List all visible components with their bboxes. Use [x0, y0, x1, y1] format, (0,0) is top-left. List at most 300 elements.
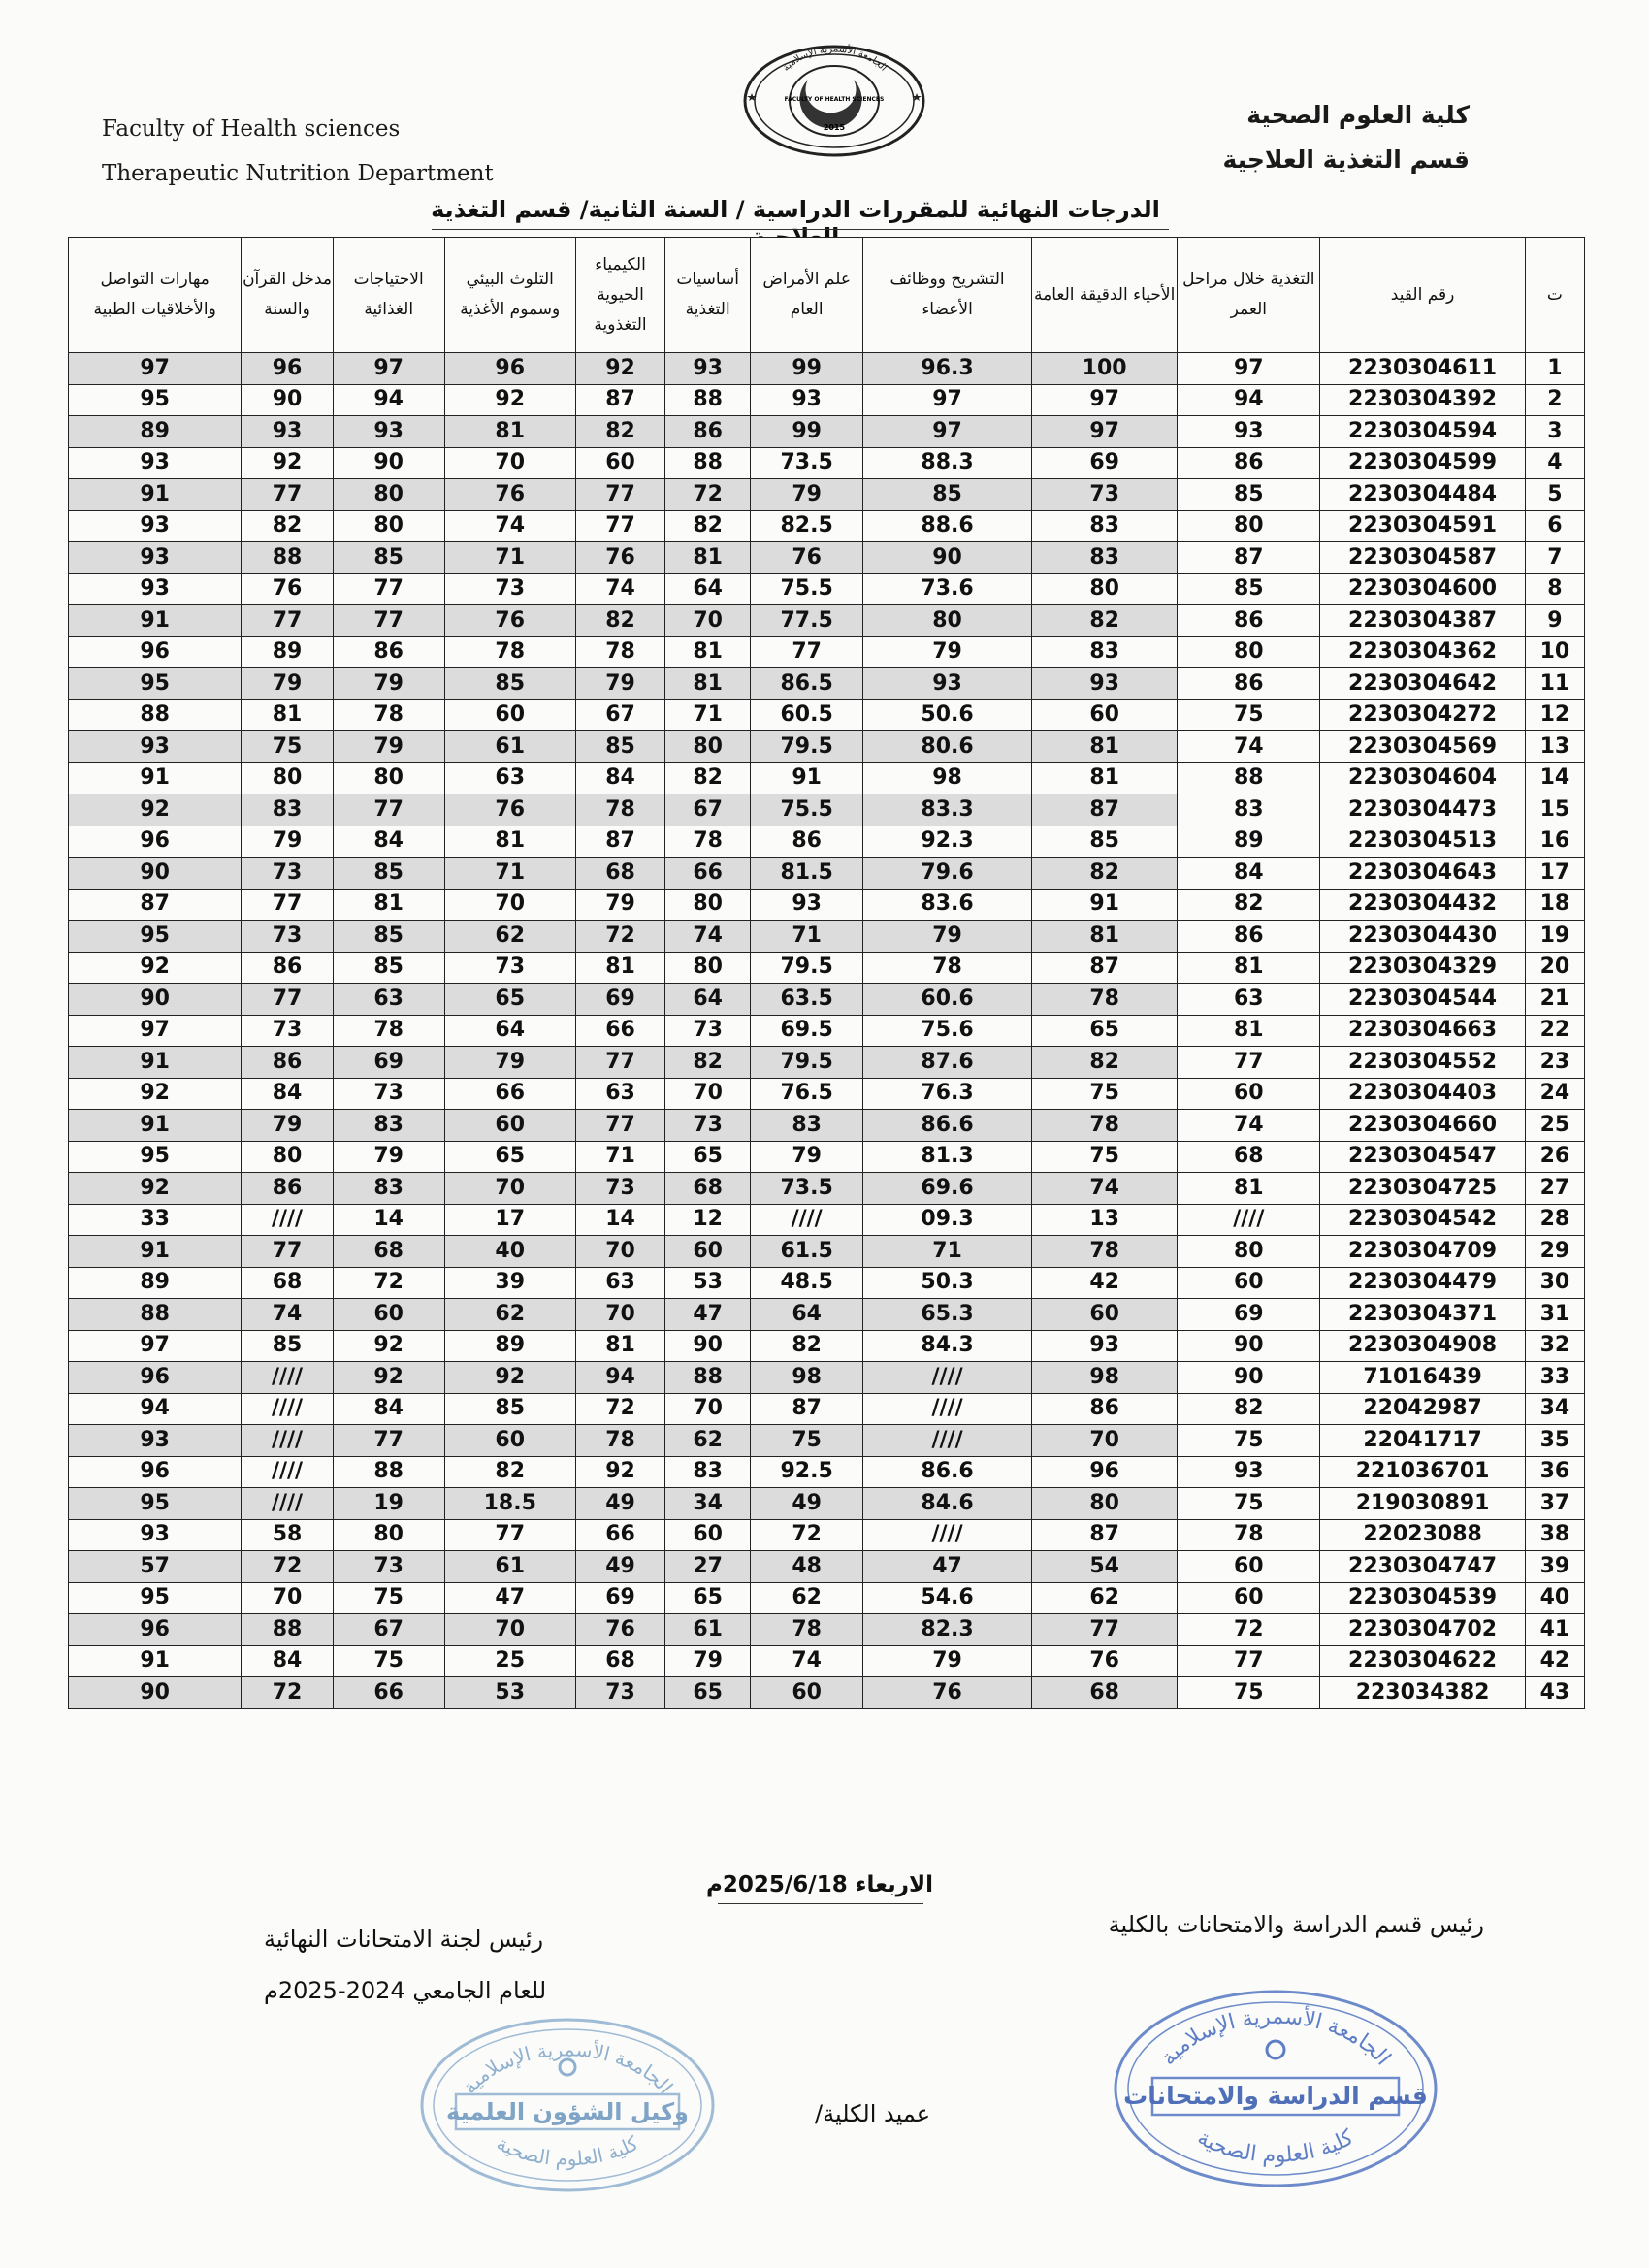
table-row: [69, 416, 1585, 448]
cell-c2: 83: [1032, 636, 1178, 668]
cell-c6: 94: [575, 1362, 664, 1394]
cell-c5: 12: [665, 1204, 751, 1236]
cell-c2: 82: [1032, 605, 1178, 637]
table-row: [69, 1015, 1585, 1047]
cell-c3: 60.6: [863, 984, 1032, 1016]
column-header-c2: الأحياء الدقيقة العامة: [1032, 238, 1178, 353]
cell-c6: 77: [575, 479, 664, 511]
cell-id: 2230304642: [1320, 668, 1525, 700]
cell-c4: 60.5: [751, 699, 863, 731]
table-row: [69, 1551, 1585, 1583]
cell-c2: 42: [1032, 1267, 1178, 1299]
stamp-studies-exams: [1106, 1984, 1445, 2192]
cell-id: 2230304587: [1320, 542, 1525, 574]
cell-c9: 86: [242, 1173, 333, 1205]
cell-c7: 77: [444, 1519, 575, 1551]
cell-c9: 75: [242, 731, 333, 763]
cell-c9: 77: [242, 479, 333, 511]
cell-c3: 79: [863, 636, 1032, 668]
cell-c7: 96: [444, 353, 575, 385]
column-header-c6: الكيمياء الحيوية التغذوية: [575, 238, 664, 353]
cell-c6: 72: [575, 921, 664, 953]
cell-c5: 83: [665, 1456, 751, 1488]
cell-id: 22042987: [1320, 1393, 1525, 1425]
column-header-c4: علم الأمراض العام: [751, 238, 863, 353]
cell-c10: 95: [69, 384, 242, 416]
cell-c5: 70: [665, 1078, 751, 1110]
cell-c1: 83: [1178, 794, 1320, 826]
cell-c9: ////: [242, 1204, 333, 1236]
cell-c3: 84.3: [863, 1330, 1032, 1362]
cell-c2: 13: [1032, 1204, 1178, 1236]
cell-n: 33: [1525, 1362, 1584, 1394]
cell-c8: 67: [333, 1614, 444, 1646]
cell-c4: 86.5: [751, 668, 863, 700]
cell-c7: 79: [444, 1047, 575, 1079]
cell-n: 17: [1525, 858, 1584, 890]
cell-n: 15: [1525, 794, 1584, 826]
table-row: [69, 1204, 1585, 1236]
cell-c7: 70: [444, 1614, 575, 1646]
cell-id: 2230304622: [1320, 1645, 1525, 1677]
cell-c2: 96: [1032, 1456, 1178, 1488]
cell-c9: 82: [242, 510, 333, 542]
cell-c3: 73.6: [863, 573, 1032, 605]
cell-c8: 68: [333, 1236, 444, 1268]
table-row: [69, 731, 1585, 763]
cell-c3: ////: [863, 1362, 1032, 1394]
cell-c2: 70: [1032, 1425, 1178, 1457]
cell-c9: 88: [242, 542, 333, 574]
cell-c9: 73: [242, 858, 333, 890]
cell-c9: 73: [242, 921, 333, 953]
cell-c8: 19: [333, 1488, 444, 1520]
table-row: [69, 542, 1585, 574]
cell-c10: 90: [69, 984, 242, 1016]
cell-c5: 80: [665, 952, 751, 984]
faculty-name-en: Faculty of Health sciences: [102, 116, 401, 142]
cell-c5: 70: [665, 1393, 751, 1425]
table-row: [69, 1173, 1585, 1205]
cell-c5: 82: [665, 762, 751, 794]
title-underline: [432, 229, 1169, 230]
cell-c5: 60: [665, 1236, 751, 1268]
cell-c3: 98: [863, 762, 1032, 794]
cell-c1: ////: [1178, 1204, 1320, 1236]
cell-c10: 88: [69, 1299, 242, 1331]
cell-c1: 97: [1178, 353, 1320, 385]
cell-n: 12: [1525, 699, 1584, 731]
cell-c6: 79: [575, 668, 664, 700]
cell-n: 37: [1525, 1488, 1584, 1520]
cell-c5: 90: [665, 1330, 751, 1362]
cell-c2: 69: [1032, 447, 1178, 479]
cell-c3: 78: [863, 952, 1032, 984]
cell-c2: 82: [1032, 1047, 1178, 1079]
cell-c5: 93: [665, 353, 751, 385]
stamp-right-band: قسم الدراسة والامتحانات: [1123, 2082, 1428, 2110]
cell-c3: 83.3: [863, 794, 1032, 826]
cell-id: 2230304594: [1320, 416, 1525, 448]
cell-c4: 79: [751, 479, 863, 511]
cell-c5: 82: [665, 1047, 751, 1079]
cell-c5: 67: [665, 794, 751, 826]
cell-c10: 93: [69, 447, 242, 479]
table-row: [69, 384, 1585, 416]
cell-n: 7: [1525, 542, 1584, 574]
cell-c9: 79: [242, 826, 333, 858]
table-row: [69, 826, 1585, 858]
cell-c1: 74: [1178, 1110, 1320, 1142]
cell-c6: 73: [575, 1677, 664, 1709]
cell-c3: 97: [863, 416, 1032, 448]
cell-n: 2: [1525, 384, 1584, 416]
table-row: [69, 668, 1585, 700]
table-row: [69, 1425, 1585, 1457]
cell-c9: 72: [242, 1551, 333, 1583]
cell-id: 2230304663: [1320, 1015, 1525, 1047]
cell-c5: 73: [665, 1015, 751, 1047]
cell-c7: 47: [444, 1582, 575, 1614]
cell-c2: 78: [1032, 1110, 1178, 1142]
cell-c1: 85: [1178, 479, 1320, 511]
cell-c5: 88: [665, 447, 751, 479]
cell-c9: 68: [242, 1267, 333, 1299]
cell-id: 221036701: [1320, 1456, 1525, 1488]
cell-c7: 40: [444, 1236, 575, 1268]
cell-c6: 77: [575, 1110, 664, 1142]
cell-c8: 93: [333, 416, 444, 448]
cell-c3: 87.6: [863, 1047, 1032, 1079]
cell-c4: 75: [751, 1425, 863, 1457]
cell-c9: ////: [242, 1488, 333, 1520]
cell-c9: 85: [242, 1330, 333, 1362]
cell-c10: 89: [69, 1267, 242, 1299]
cell-c4: 73.5: [751, 447, 863, 479]
cell-c6: 82: [575, 416, 664, 448]
cell-c8: 79: [333, 731, 444, 763]
cell-c4: 71: [751, 921, 863, 953]
cell-n: 40: [1525, 1582, 1584, 1614]
table-row: [69, 1236, 1585, 1268]
cell-c6: 68: [575, 1645, 664, 1677]
cell-c10: 96: [69, 636, 242, 668]
cell-c8: 90: [333, 447, 444, 479]
page-title: الدرجات النهائية للمقررات الدراسية / السنة الثانية/ قسم التغذية: [431, 196, 1160, 223]
table-row: [69, 699, 1585, 731]
cell-n: 26: [1525, 1141, 1584, 1173]
cell-c4: 69.5: [751, 1015, 863, 1047]
document-date: الاربعاء 2025/6/18م: [706, 1872, 933, 1897]
cell-c4: 83: [751, 1110, 863, 1142]
cell-c2: 65: [1032, 1015, 1178, 1047]
cell-c7: 70: [444, 1173, 575, 1205]
cell-c8: 69: [333, 1047, 444, 1079]
svg-text:الجامعة الأسمرية الإسلامية: [458, 2037, 678, 2098]
cell-c10: 97: [69, 1330, 242, 1362]
cell-c8: 63: [333, 984, 444, 1016]
cell-id: 2230304362: [1320, 636, 1525, 668]
cell-c1: 60: [1178, 1078, 1320, 1110]
cell-c1: 74: [1178, 731, 1320, 763]
cell-c1: 81: [1178, 1015, 1320, 1047]
cell-c3: ////: [863, 1425, 1032, 1457]
cell-c1: 75: [1178, 1488, 1320, 1520]
cell-n: 16: [1525, 826, 1584, 858]
cell-c1: 69: [1178, 1299, 1320, 1331]
cell-c2: 97: [1032, 384, 1178, 416]
cell-c6: 78: [575, 1425, 664, 1457]
grades-table: [68, 237, 1585, 1709]
table-row: [69, 1078, 1585, 1110]
table-row: [69, 794, 1585, 826]
cell-c4: 63.5: [751, 984, 863, 1016]
table-row: [69, 1456, 1585, 1488]
cell-c3: ////: [863, 1519, 1032, 1551]
cell-c7: 92: [444, 1362, 575, 1394]
cell-c5: 53: [665, 1267, 751, 1299]
cell-c7: 76: [444, 794, 575, 826]
table-row: [69, 1614, 1585, 1646]
cell-c2: 81: [1032, 731, 1178, 763]
cell-c9: 84: [242, 1645, 333, 1677]
cell-c6: 81: [575, 1330, 664, 1362]
cell-c10: 92: [69, 794, 242, 826]
cell-c6: 69: [575, 1582, 664, 1614]
cell-c1: 85: [1178, 573, 1320, 605]
cell-c6: 78: [575, 636, 664, 668]
cell-c8: 80: [333, 762, 444, 794]
column-header-c3: التشريح ووظائف الأعضاء: [863, 238, 1032, 353]
cell-c5: 80: [665, 889, 751, 921]
cell-c9: 96: [242, 353, 333, 385]
cell-c4: 76.5: [751, 1078, 863, 1110]
cell-id: 2230304272: [1320, 699, 1525, 731]
cell-c1: 77: [1178, 1047, 1320, 1079]
cell-c3: 50.6: [863, 699, 1032, 731]
cell-c1: 94: [1178, 384, 1320, 416]
cell-n: 13: [1525, 731, 1584, 763]
cell-c1: 75: [1178, 1425, 1320, 1457]
cell-id: 2230304599: [1320, 447, 1525, 479]
cell-c9: 89: [242, 636, 333, 668]
cell-c3: 81.3: [863, 1141, 1032, 1173]
cell-n: 29: [1525, 1236, 1584, 1268]
cell-c8: 92: [333, 1330, 444, 1362]
svg-text:كلية العلوم الصحية: [1193, 2125, 1358, 2168]
cell-c7: 63: [444, 762, 575, 794]
cell-c7: 73: [444, 952, 575, 984]
cell-id: 2230304604: [1320, 762, 1525, 794]
cell-c9: 84: [242, 1078, 333, 1110]
cell-id: 219030891: [1320, 1488, 1525, 1520]
table-row: [69, 510, 1585, 542]
table-row: [69, 1047, 1585, 1079]
cell-c1: 81: [1178, 1173, 1320, 1205]
cell-c4: 79.5: [751, 952, 863, 984]
cell-c9: ////: [242, 1425, 333, 1457]
cell-c5: 27: [665, 1551, 751, 1583]
cell-c3: 75.6: [863, 1015, 1032, 1047]
cell-c10: 96: [69, 1614, 242, 1646]
cell-c3: 65.3: [863, 1299, 1032, 1331]
cell-c8: 85: [333, 542, 444, 574]
cell-c9: 90: [242, 384, 333, 416]
cell-c10: 96: [69, 1456, 242, 1488]
cell-c9: 77: [242, 984, 333, 1016]
logo-year: 2015: [823, 123, 846, 132]
cell-c8: 77: [333, 1425, 444, 1457]
cell-c5: 81: [665, 542, 751, 574]
cell-n: 4: [1525, 447, 1584, 479]
cell-c8: 81: [333, 889, 444, 921]
cell-c7: 64: [444, 1015, 575, 1047]
column-header-c7: التلوث البيئي وسموم الأغذية: [444, 238, 575, 353]
cell-c3: 93: [863, 668, 1032, 700]
cell-c2: 91: [1032, 889, 1178, 921]
cell-c3: 79: [863, 921, 1032, 953]
table-row: [69, 1393, 1585, 1425]
cell-c5: 88: [665, 1362, 751, 1394]
cell-c10: 95: [69, 1141, 242, 1173]
cell-c8: 97: [333, 353, 444, 385]
cell-c4: 74: [751, 1645, 863, 1677]
cell-c9: 86: [242, 1047, 333, 1079]
cell-id: 2230304329: [1320, 952, 1525, 984]
cell-c9: 81: [242, 699, 333, 731]
cell-c6: 66: [575, 1519, 664, 1551]
column-header-c9: مدخل القرآن والسنة: [242, 238, 333, 353]
cell-c7: 92: [444, 384, 575, 416]
cell-c4: 81.5: [751, 858, 863, 890]
cell-c10: 91: [69, 479, 242, 511]
cell-c5: 73: [665, 1110, 751, 1142]
cell-n: 18: [1525, 889, 1584, 921]
cell-c1: 86: [1178, 447, 1320, 479]
cell-c2: 87: [1032, 794, 1178, 826]
svg-text:الجامعة الأسمرية الإسلامية: [781, 44, 889, 74]
department-name-ar: قسم التغذية العلاجية: [1222, 146, 1470, 174]
cell-c10: 96: [69, 826, 242, 858]
cell-id: 2230304908: [1320, 1330, 1525, 1362]
cell-c2: 74: [1032, 1173, 1178, 1205]
cell-c8: 77: [333, 605, 444, 637]
cell-c4: 75.5: [751, 573, 863, 605]
cell-c10: 57: [69, 1551, 242, 1583]
cell-c2: 87: [1032, 952, 1178, 984]
cell-c4: 82.5: [751, 510, 863, 542]
cell-n: 3: [1525, 416, 1584, 448]
cell-c10: 93: [69, 1425, 242, 1457]
cell-id: 71016439: [1320, 1362, 1525, 1394]
cell-c2: 100: [1032, 353, 1178, 385]
cell-c7: 17: [444, 1204, 575, 1236]
cell-c4: 72: [751, 1519, 863, 1551]
cell-c9: 80: [242, 762, 333, 794]
cell-c8: 88: [333, 1456, 444, 1488]
cell-c1: 75: [1178, 699, 1320, 731]
cell-c2: 75: [1032, 1141, 1178, 1173]
cell-c5: 88: [665, 384, 751, 416]
cell-c5: 81: [665, 668, 751, 700]
cell-c6: 68: [575, 858, 664, 890]
cell-c2: 60: [1032, 1299, 1178, 1331]
cell-c7: 82: [444, 1456, 575, 1488]
cell-c2: 60: [1032, 699, 1178, 731]
cell-c9: ////: [242, 1393, 333, 1425]
cell-c8: 14: [333, 1204, 444, 1236]
cell-c9: 92: [242, 447, 333, 479]
cell-id: 2230304547: [1320, 1141, 1525, 1173]
cell-c10: 91: [69, 1110, 242, 1142]
cell-c8: 85: [333, 921, 444, 953]
cell-c4: 62: [751, 1582, 863, 1614]
cell-c4: 91: [751, 762, 863, 794]
cell-c3: 85: [863, 479, 1032, 511]
cell-c9: 74: [242, 1299, 333, 1331]
cell-c5: 65: [665, 1677, 751, 1709]
cell-c3: 79.6: [863, 858, 1032, 890]
cell-c8: 77: [333, 794, 444, 826]
cell-c4: 73.5: [751, 1173, 863, 1205]
cell-c10: 33: [69, 1204, 242, 1236]
cell-c7: 85: [444, 1393, 575, 1425]
cell-c10: 90: [69, 858, 242, 890]
cell-c7: 78: [444, 636, 575, 668]
cell-c5: 82: [665, 510, 751, 542]
cell-c3: 86.6: [863, 1456, 1032, 1488]
cell-c1: 86: [1178, 605, 1320, 637]
cell-c3: 79: [863, 1645, 1032, 1677]
cell-c10: 93: [69, 573, 242, 605]
cell-c6: 73: [575, 1173, 664, 1205]
cell-c1: 60: [1178, 1582, 1320, 1614]
cell-n: 36: [1525, 1456, 1584, 1488]
cell-c2: 85: [1032, 826, 1178, 858]
cell-n: 20: [1525, 952, 1584, 984]
cell-c10: 91: [69, 762, 242, 794]
cell-c4: 99: [751, 353, 863, 385]
cell-c4: 48.5: [751, 1267, 863, 1299]
cell-c5: 61: [665, 1614, 751, 1646]
cell-c10: 91: [69, 1236, 242, 1268]
cell-c9: ////: [242, 1456, 333, 1488]
table-row: [69, 1110, 1585, 1142]
cell-c3: 84.6: [863, 1488, 1032, 1520]
cell-c4: 79: [751, 1141, 863, 1173]
cell-c6: 87: [575, 826, 664, 858]
department-name-en: Therapeutic Nutrition Department: [102, 161, 494, 186]
signature-exam-committee: رئيس لجنة الامتحانات النهائية: [264, 1926, 544, 1953]
cell-c7: 39: [444, 1267, 575, 1299]
cell-c10: 97: [69, 1015, 242, 1047]
signature-dean: عميد الكلية/: [815, 2100, 931, 2127]
cell-id: 2230304544: [1320, 984, 1525, 1016]
table-row: [69, 1299, 1585, 1331]
cell-c3: 90: [863, 542, 1032, 574]
cell-c5: 86: [665, 416, 751, 448]
cell-c10: 92: [69, 1173, 242, 1205]
cell-c7: 81: [444, 826, 575, 858]
cell-c1: 60: [1178, 1267, 1320, 1299]
table-row: [69, 573, 1585, 605]
cell-c4: 48: [751, 1551, 863, 1583]
cell-c2: 81: [1032, 921, 1178, 953]
cell-c5: 65: [665, 1141, 751, 1173]
stamp-scientific-affairs: [412, 2013, 723, 2197]
cell-c7: 60: [444, 1110, 575, 1142]
cell-c8: 94: [333, 384, 444, 416]
